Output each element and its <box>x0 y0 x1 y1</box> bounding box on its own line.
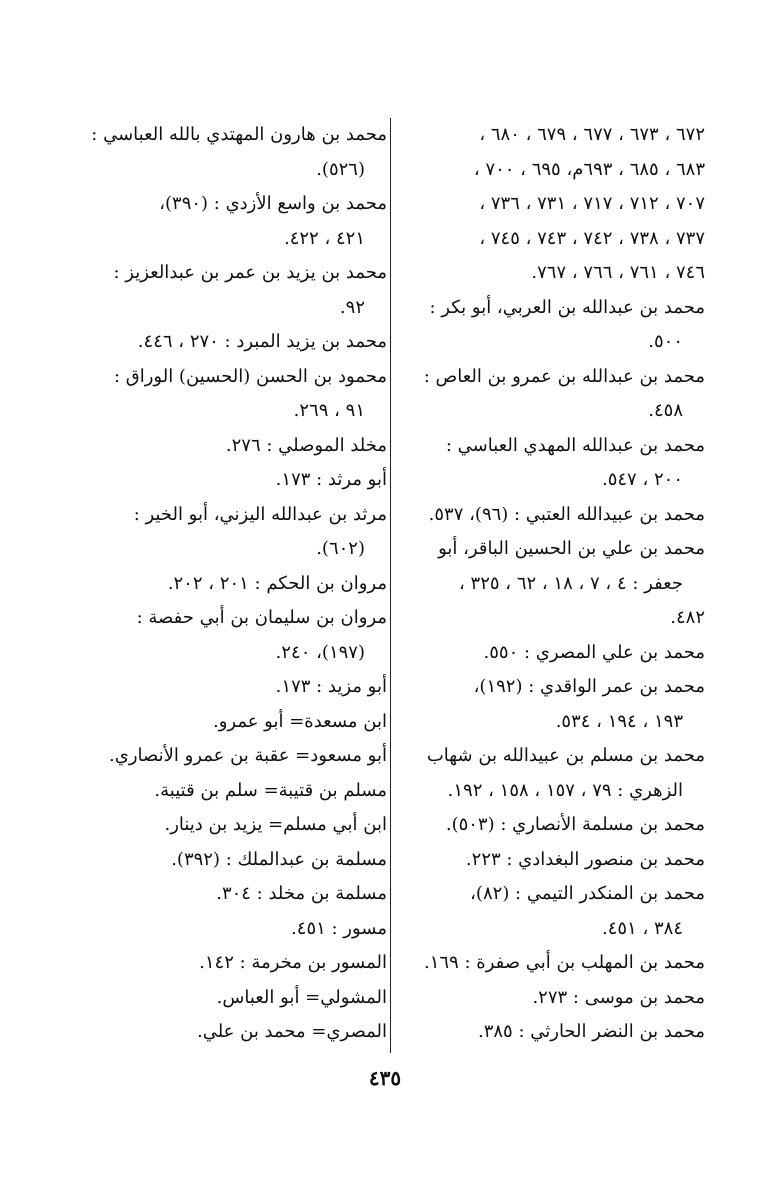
index-entry <box>87 601 387 670</box>
index-entry-continuation: (١٩٧)، ٢٤٠. <box>275 641 365 663</box>
index-entry <box>87 1015 387 1050</box>
index-entry-continuation: ٢٠٠ ، ٥٤٧. <box>601 469 683 490</box>
index-entry <box>87 325 387 360</box>
index-entry-text: محمد بن المهلب بن أبي صفرة : ١٦٩. <box>424 952 705 973</box>
index-entry-continuation: (٦٠٢). <box>316 538 365 559</box>
index-entry <box>395 843 705 878</box>
index-entry <box>87 498 387 567</box>
index-entry-text: مخلد الموصلي : ٢٧٦. <box>225 434 387 456</box>
index-entry-continuation: الزهري : ٧٩ ، ١٥٧ ، ١٥٨ ، ١٩٢. <box>447 779 683 801</box>
index-entry-continuation: ٤٥٨. <box>648 400 683 421</box>
index-entry <box>87 429 387 464</box>
index-entry <box>395 946 705 981</box>
index-entry <box>87 670 387 705</box>
index-entry <box>87 946 387 981</box>
index-entry-text: محمد بن عبدالله بن عمرو بن العاص : <box>423 365 705 387</box>
index-entry-text: محمود بن الحسن (الحسين) الوراق : <box>113 365 387 387</box>
index-entry <box>87 981 387 1016</box>
index-entry-text: المشولي= أبو العباس. <box>216 986 387 1008</box>
index-entry-text: محمد بن يزيد المبرد : ٢٧٠ ، ٤٤٦. <box>137 331 387 352</box>
index-entry-text: مروان بن الحكم : ٢٠١ ، ٢٠٢. <box>167 572 387 594</box>
index-entry <box>87 118 387 187</box>
index-entry-continuation: ٩٢. <box>339 296 365 318</box>
index-entry-text: محمد بن يزيد بن عمر بن عبدالعزيز : <box>113 262 387 283</box>
index-entry-text: مسلم بن قتيبة= سلم بن قتيبة. <box>154 779 387 801</box>
index-entry-text: المسور بن مخرمة : ١٤٢. <box>199 952 387 973</box>
index-entry-text: ٧٣٧ ، ٧٣٨ ، ٧٤٢ ، ٧٤٣ ، ٧٤٥ ، <box>479 227 705 249</box>
index-entry-text: محمد بن النضر الحارثي : ٣٨٥. <box>477 1021 705 1042</box>
index-entry <box>87 567 387 602</box>
index-entry <box>395 118 705 153</box>
index-entry <box>87 912 387 947</box>
index-entry-text: ٦٧٢ ، ٦٧٣ ، ٦٧٧ ، ٦٧٩ ، ٦٨٠ ، <box>479 124 705 145</box>
index-entry <box>87 843 387 878</box>
index-entry-text: المصري= محمد بن علي. <box>196 1021 387 1042</box>
index-entry-text: محمد بن المنكدر التيمي : (٨٢)، <box>470 883 705 904</box>
right-column <box>395 118 705 1050</box>
index-entry-text: محمد بن هارون المهتدي بالله العباسي : <box>91 124 387 145</box>
index-entry-text: ٤٨٢. <box>670 607 705 628</box>
index-entry-continuation: جعفر : ٤ ، ٧ ، ١٨ ، ٦٢ ، ٣٢٥ ، <box>459 572 683 594</box>
index-entry-continuation: ٤٢١ ، ٤٢٢. <box>283 227 365 249</box>
index-entry <box>87 463 387 498</box>
index-entry <box>395 877 705 946</box>
index-entry-continuation: ١٩٣ ، ١٩٤ ، ٥٣٤. <box>555 710 683 732</box>
index-entry <box>395 532 705 601</box>
index-entry <box>87 774 387 809</box>
index-entry-text: محمد بن علي المصري : ٥٥٠. <box>483 641 705 663</box>
index-entry <box>395 498 705 533</box>
index-entry-text: محمد بن مسلم بن عبيدالله بن شهاب <box>426 745 705 766</box>
index-entry-text: ٦٨٣ ، ٦٨٥ ، ٦٩٣م، ٦٩٥ ، ٧٠٠ ، <box>473 158 705 180</box>
index-entry <box>87 256 387 325</box>
index-entry-text: أبو مزيد : ١٧٣. <box>275 676 387 697</box>
index-entry-text: أبو مرثد : ١٧٣. <box>275 469 387 490</box>
left-column <box>87 118 387 1050</box>
index-entry-text: محمد بن عبيدالله العتبي : (٩٦)، ٥٣٧. <box>428 503 705 525</box>
index-entry <box>395 981 705 1016</box>
index-entry <box>395 808 705 843</box>
index-entry-text: محمد بن مسلمة الأنصاري : (٥٠٣). <box>445 814 705 835</box>
index-entry <box>395 670 705 739</box>
index-entry-text: ٧٤٦ ، ٧٦١ ، ٧٦٦ ، ٧٦٧. <box>531 262 705 283</box>
index-entry <box>87 187 387 256</box>
index-entry-text: مسلمة بن عبدالملك : (٣٩٢). <box>171 848 387 870</box>
index-entry-text: محمد بن موسى : ٢٧٣. <box>532 986 705 1008</box>
index-entry <box>395 429 705 498</box>
index-entry <box>395 291 705 360</box>
index-entry-text: ٧٠٧ ، ٧١٢ ، ٧١٧ ، ٧٣١ ، ٧٣٦ ، <box>479 193 705 214</box>
index-entry-text: محمد بن عبدالله بن العربي، أبو بكر : <box>429 296 705 318</box>
index-entry <box>395 601 705 636</box>
index-entry <box>87 877 387 912</box>
index-entry <box>395 1015 705 1050</box>
index-entry-text: مرثد بن عبدالله اليزني، أبو الخير : <box>133 503 387 525</box>
index-entry <box>395 256 705 291</box>
index-entry <box>395 636 705 671</box>
index-entry-text: محمد بن عبدالله المهدي العباسي : <box>445 434 705 456</box>
index-entry-text: مسلمة بن مخلد : ٣٠٤. <box>216 883 387 904</box>
index-entry-text: مروان بن سليمان بن أبي حفصة : <box>136 607 387 628</box>
index-entry <box>395 187 705 222</box>
index-entry-text: محمد بن عمر الواقدي : (١٩٢)، <box>473 676 705 697</box>
index-entry <box>395 360 705 429</box>
index-entry-continuation: ٩١ ، ٢٦٩. <box>293 400 365 421</box>
column-divider <box>390 118 391 1053</box>
index-entry-text: مسور : ٤٥١. <box>291 917 387 939</box>
index-entry <box>395 153 705 188</box>
index-entry-text: أبو مسعود= عقبة بن عمرو الأنصاري. <box>109 745 387 766</box>
page-number: ٤٣٥ <box>368 1066 402 1090</box>
index-entry-text: ابن مسعدة= أبو عمرو. <box>212 710 387 732</box>
index-entry-continuation: ٥٠٠. <box>648 331 683 352</box>
index-entry <box>87 705 387 740</box>
index-entry-text: محمد بن واسع الأزدي : (٣٩٠)، <box>159 193 387 214</box>
index-entry <box>87 808 387 843</box>
index-entry-text: محمد بن علي بن الحسين الباقر، أبو <box>438 538 705 559</box>
index-entry <box>87 739 387 774</box>
index-entry <box>395 739 705 808</box>
index-entry-continuation: (٥٢٦). <box>316 158 365 180</box>
index-entry-text: محمد بن منصور البغدادي : ٢٢٣. <box>465 848 705 870</box>
index-entry <box>87 360 387 429</box>
index-entry-text: ابن أبي مسلم= يزيد بن دينار. <box>164 814 387 835</box>
index-entry-continuation: ٣٨٤ ، ٤٥١. <box>601 917 683 939</box>
index-entry <box>395 222 705 257</box>
